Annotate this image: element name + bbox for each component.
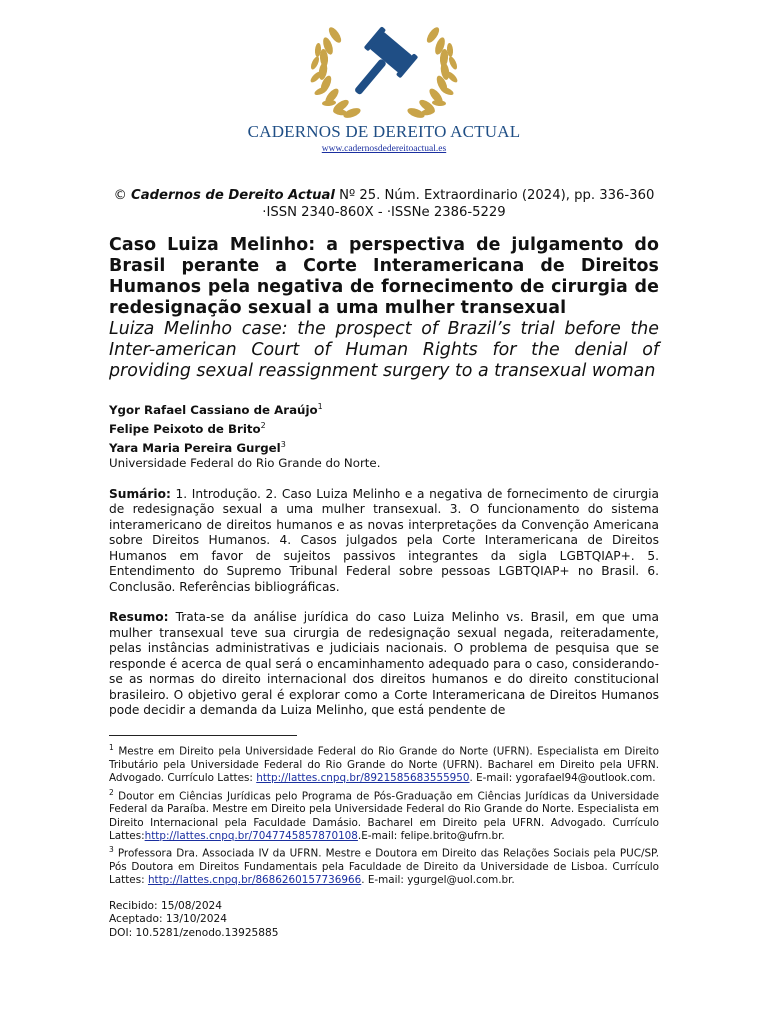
abstract-text: Trata-se da análise jurídica do caso Luiza Melinho vs. Brasil, em que uma mulher transexual teve sua cirurgia de redesignação sexual negada, reiteradamente, pelas instâncias administrativas e judiciais nacionais. O problema de pesquisa que se responde é acerca de qual será o encaminhamento adequado para o caso, considerando-se as normas do direito internacional dos direitos humanos e do direito constitucional brasileiro. O objetivo geral é explorar como a Corte Interamericana de Direitos Humanos pode decidir a demanda da Luiza Melinho, que está pendente de	[109, 610, 659, 718]
author-1: Ygor Rafael Cassiano de Araújo$^1$	[109, 402, 323, 417]
footnote-ref-2[interactable]: 2	[260, 420, 266, 430]
laurel-right-icon	[406, 25, 459, 120]
summary-text: 1. Introdução. 2. Caso Luiza Melinho e a negativa de fornecimento de cirurgia de redesignação sexual a uma mulher transexual. 3. O funcionamento do sistema interamericano de direitos humanos e as novas interpretações da Convenção Americana sobre Direitos Humanos. 4. Casos julgados pela Corte Interamericana de Direitos Humanos em favor de sujeitos passivos integrantes da sigla LGBTQIAP+. 5. Entendimento do Supremo Tribunal Federal sobre pessoas LGBTQIAP+ no Brasil. 6. Conclusão. Referências bibliográficas.	[109, 486, 660, 594]
footnotes	[109, 741, 659, 887]
article-title-en: Luiza Melinho case: the prospect of Brazil’s trial before the Inter-american Court of Human Rights for the denial of providing sexual reassignment surgery to a transexual woman	[109, 319, 659, 381]
citation-line	[0, 187, 768, 204]
summary-paragraph	[109, 487, 659, 596]
footnote-ref-3[interactable]: 3	[280, 439, 286, 449]
footnote-3: $^3$ Professora Dra. Associada IV da UFRN. Mestre e Doutora em Direito das Relações Sociais pela PUC/SP. Pós Doutora em Direitos Fundamentais pela Faculdade de Direito da Universidade de Lisboa. Currículo Lattes: http://lattes.cnpq.br/8686260157736966. E-mail: ygurgel@uol.com.br.	[109, 845, 659, 887]
issue-info: Nº 25. Núm. Extraordinario (2024), pp. 336-360	[339, 188, 655, 203]
author-3: Yara Maria Pereira Gurgel$^3$	[109, 439, 286, 455]
author-list	[109, 399, 659, 471]
affiliation: Universidade Federal do Rio Grande do Norte.	[109, 455, 381, 470]
gavel-icon	[339, 26, 419, 108]
doi[interactable]: DOI: 10.5281/zenodo.13925885	[109, 926, 279, 939]
article-title-pt: Caso Luiza Melinho: a perspectiva de julgamento do Brasil perante a Corte Interamericana de Direitos Humanos pela negativa de fornecimento de cirurgia de redesignação sexual a uma mulher transexual	[109, 235, 659, 318]
footnote-divider	[109, 735, 297, 736]
copyright-symbol: ©	[113, 188, 127, 203]
received-date: Recibido: 15/08/2024	[109, 899, 223, 912]
lattes-link-3[interactable]: http://lattes.cnpq.br/8686260157736966	[147, 874, 362, 887]
journal-website-link[interactable]: www.cadernosdedereitoactual.es	[321, 144, 447, 154]
footnote-ref-1[interactable]: 1	[317, 402, 323, 411]
abstract-label: Resumo:	[109, 610, 169, 625]
accepted-date: Aceptado: 13/10/2024	[109, 913, 227, 926]
issn-line: ·ISSN 2340-860X - ·ISSNe 2386-5229	[262, 205, 506, 220]
article-body	[109, 235, 659, 940]
summary-label: Sumário:	[109, 486, 171, 501]
journal-title: Cadernos de Dereito Actual	[131, 188, 335, 203]
journal-header	[0, 187, 768, 221]
footnote-1: $^1$ Mestre em Direito pela Universidade Federal do Rio Grande do Norte (UFRN). Especialista em Direito Tributário pela Universidade Federal do Rio Grande do Norte (UFRN). Bacharel em Direito pela UFRN. Advogado. Currículo Lattes: http://lattes.cnpq.br/8921585683555950. E-mail: ygorafael94@outlook.com.	[109, 743, 659, 785]
author-2: Felipe Peixoto de Brito$^2$	[109, 420, 266, 436]
lattes-link-1[interactable]: http://lattes.cnpq.br/8921585683555950	[256, 772, 470, 785]
laurel-left-icon	[309, 25, 362, 120]
article-dates	[109, 900, 659, 941]
footnote-2: $^2$ Doutor em Ciências Jurídicas pelo Programa de Pós-Graduação em Ciências Jurídicas da Universidade Federal da Paraíba. Mestre em Direito pela Universidade Federal do Rio Grande do Norte. Especialista em Direito Internacional pela Faculdade Damásio. Bacharel em Direito pela UFRN. Advogado. Currículo Lattes:http://lattes.cnpq.br/7047745857870108.E-mail: felipe.brito@ufrn.br.	[109, 787, 659, 842]
abstract-paragraph	[109, 610, 659, 718]
journal-brand-name: CADERNOS DE DEREITO ACTUAL	[247, 122, 521, 141]
lattes-link-2[interactable]: http://lattes.cnpq.br/7047745857870108	[144, 829, 358, 842]
